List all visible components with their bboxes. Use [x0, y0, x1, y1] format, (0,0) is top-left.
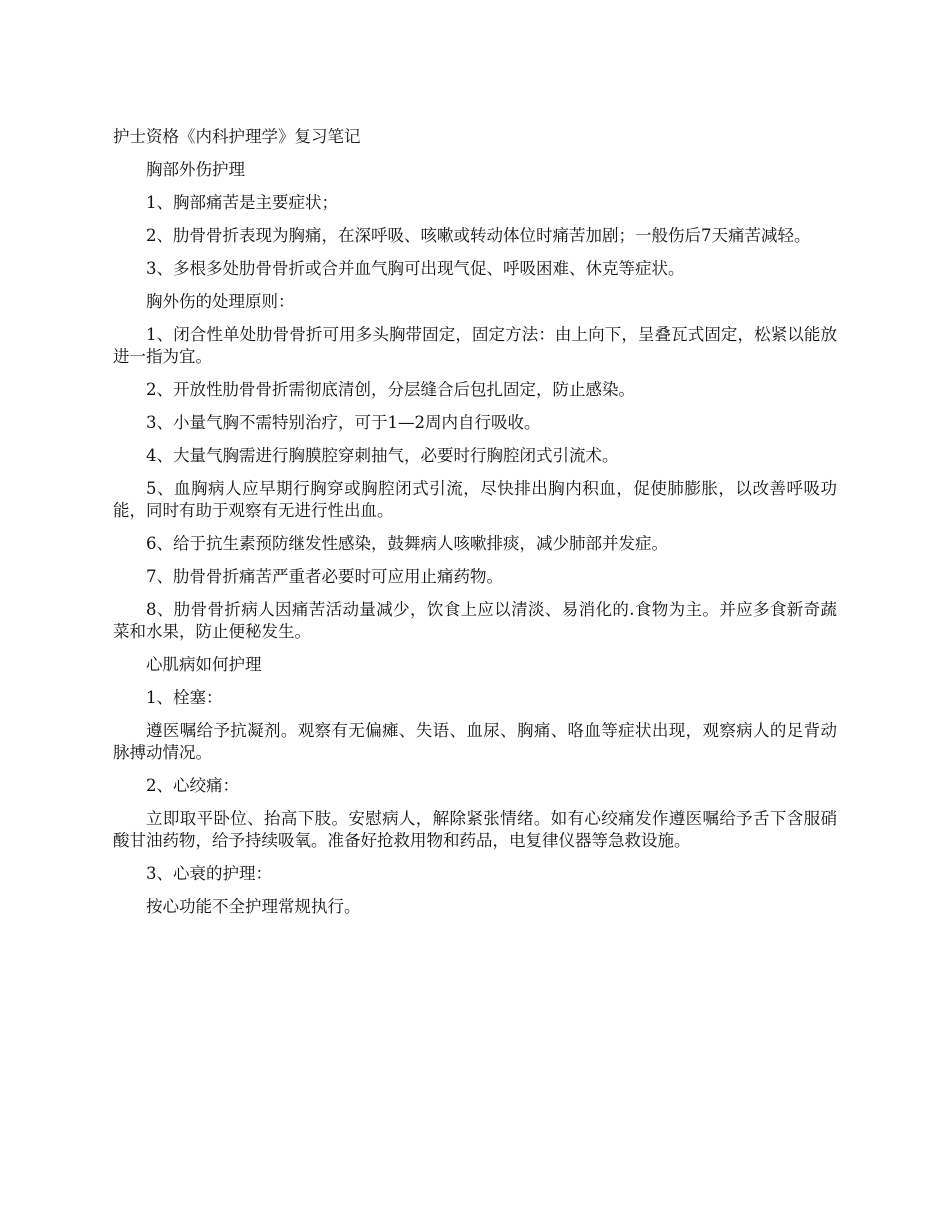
document-title: 护士资格《内科护理学》复习笔记 [113, 127, 361, 146]
paragraph: 6、给于抗生素预防继发性感染，鼓舞病人咳嗽排痰，减少肺部并发症。 [146, 534, 668, 553]
paragraph: 2、开放性肋骨骨折需彻底清创，分层缝合后包扎固定，防止感染。 [146, 380, 635, 399]
paragraph: 3、心衰的护理： [146, 864, 272, 883]
paragraph: 1、栓塞： [146, 688, 223, 707]
document-body [113, 126, 837, 929]
paragraph: 5、血胸病人应早期行胸穿或胸腔闭式引流，尽快排出胸内积血，促使肺膨胀，以改善呼吸功能，同时有助于观察有无进行性出血。 [113, 479, 837, 520]
paragraph: 遵医嘱给予抗凝剂。观察有无偏瘫、失语、血尿、胸痛、咯血等症状出现，观察病人的足背动脉搏动情况。 [113, 721, 837, 762]
paragraph: 3、小量气胸不需特别治疗，可于1—2周内自行吸收。 [146, 413, 541, 432]
paragraph: 8、肋骨骨折病人因痛苦活动量减少，饮食上应以清淡、易消化的.食物为主。并应多食新奇蔬菜和水果，防止便秘发生。 [113, 600, 837, 641]
paragraph: 4、大量气胸需进行胸膜腔穿刺抽气，必要时行胸腔闭式引流术。 [146, 446, 619, 465]
paragraph: 1、闭合性单处肋骨骨折可用多头胸带固定，固定方法：由上向下，呈叠瓦式固定，松紧以能放进一指为宜。 [113, 325, 837, 366]
paragraph: 2、心绞痛： [146, 776, 239, 795]
section-heading-cardiomyopathy: 心肌病如何护理 [146, 655, 262, 674]
section-heading-chest-trauma: 胸部外伤护理 [146, 160, 245, 179]
paragraph: 2、肋骨骨折表现为胸痛，在深呼吸、咳嗽或转动体位时痛苦加剧；一般伤后7天痛苦减轻。 [146, 226, 811, 245]
paragraph: 1、胸部痛苦是主要症状； [146, 193, 338, 212]
paragraph: 3、多根多处肋骨骨折或合并血气胸可出现气促、呼吸困难、休克等症状。 [146, 259, 685, 278]
paragraph: 立即取平卧位、抬高下肢。安慰病人，解除紧张情绪。如有心绞痛发作遵医嘱给予舌下含服硝酸甘油药物，给予持续吸氧。准备好抢救用物和药品，电复律仪器等急救设施。 [113, 809, 837, 850]
paragraph: 7、肋骨骨折痛苦严重者必要时可应用止痛药物。 [146, 567, 503, 586]
section-heading-treatment-principles: 胸外伤的处理原则： [146, 292, 295, 311]
paragraph: 按心功能不全护理常规执行。 [146, 897, 361, 916]
